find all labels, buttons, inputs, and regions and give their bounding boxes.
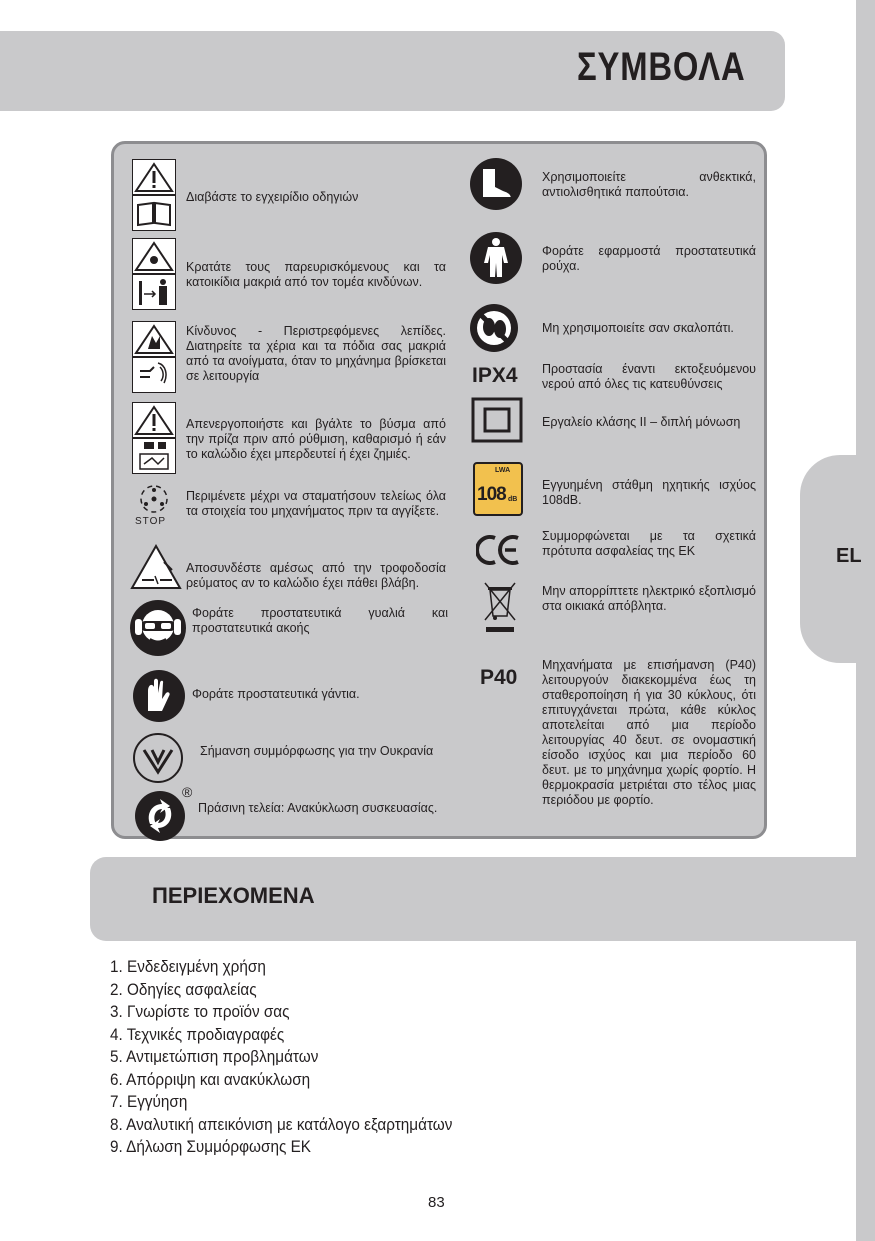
symbol-text-eye-ear: Φοράτε προστατευτικά γυαλιά και προστατευτικά ακοής: [192, 606, 448, 635]
list-item: 8. Αναλυτική απεικόνιση με κατάλογο εξαρτημάτων: [110, 1114, 453, 1134]
list-item: 3. Γνωρίστε το προϊόν σας: [110, 1002, 290, 1021]
language-tab-label: EL: [836, 545, 862, 567]
title-band: [0, 31, 785, 111]
symbol-text-weee: Μην απορρίπτετε ηλεκτρικό εξοπλισμό στα οικιακά απόβλητα.: [542, 584, 756, 613]
list-item: 2. Οδηγίες ασφαλείας: [110, 979, 257, 999]
class-ii-icon: [471, 397, 523, 448]
no-step-icon: [469, 303, 519, 358]
symbol-text-rotating-blades: Κίνδυνος - Περιστρεφόμενες λεπίδες. Διατηρείτε τα χέρια και τα πόδια σας μακριά από τα ανοίγματα, όταν το μηχάνημα βρίσκεται σε λειτουργία: [186, 324, 446, 383]
symbol-text-boots: Χρησιμοποιείτε ανθεκτικά, αντιολισθητικά παπούτσια.: [542, 170, 756, 199]
protective-clothing-icon: [469, 231, 523, 290]
symbol-text-unplug: Απενεργοποιήστε και βγάλτε το βύσμα από την πρίζα πριν από ρύθμιση, καθαρισμό ή εάν το καλώδιο έχει μπερδευτεί ή έχει ζημιές.: [186, 417, 446, 461]
ipx4-icon: IPX4: [472, 364, 518, 387]
list-item: 5. Αντιμετώπιση προβλημάτων: [110, 1047, 319, 1066]
rotating-blades-icon: [132, 321, 176, 398]
page-number: 83: [428, 1194, 445, 1211]
warning-book-icon: [132, 159, 176, 236]
symbol-text-clothing: Φοράτε εφαρμοστά προστατευτικά ρούχα.: [542, 244, 756, 273]
symbols-panel: [111, 141, 767, 839]
safety-boots-icon: [469, 157, 523, 216]
symbol-text-gloves: Φοράτε προστατευτικά γάντια.: [192, 687, 360, 701]
green-dot-icon: [132, 786, 188, 847]
symbol-text-green-dot: Πράσινη τελεία: Ανακύκλωση συσκευασίας.: [198, 801, 438, 815]
contents-band: [90, 857, 875, 941]
bystanders-icon: [132, 238, 176, 315]
unplug-icon: [132, 402, 176, 479]
symbol-text-read-manual: Διαβάστε το εγχειρίδιο οδηγιών: [186, 190, 359, 204]
symbol-text-class-ii: Εργαλείο κλάσης ΙΙ – διπλή μόνωση: [542, 415, 741, 429]
stop-wait-icon: [132, 482, 176, 529]
contents-title: ΠΕΡΙΕΧΟΜΕΝΑ: [152, 883, 315, 908]
contents-list: [110, 956, 490, 1159]
ce-mark-icon: [476, 533, 522, 572]
language-tab: [800, 455, 875, 663]
eye-ear-protection-icon: [129, 599, 187, 662]
list-item: 6. Απόρριψη και ανακύκλωση: [110, 1069, 311, 1089]
list-item: 9. Δήλωση Συμμόρφωσης ΕΚ: [110, 1137, 311, 1156]
symbol-text-damaged-cable: Αποσυνδέστε αμέσως από την τροφοδοσία ρεύματος αν το καλώδιο έχει πάθει βλάβη.: [186, 561, 446, 590]
symbol-text-noise: Εγγυημένη στάθμη ηχητικής ισχύος 108dB.: [542, 478, 756, 507]
stop-label: STOP: [135, 516, 167, 527]
symbol-text-ce: Συμμορφώνεται με τα σχετικά πρότυπα ασφαλείας της ΕΚ: [542, 529, 756, 558]
symbol-text-ukraine: Σήμανση συμμόρφωσης για την Ουκρανία: [200, 744, 434, 758]
damaged-cable-icon: [130, 544, 182, 595]
list-item: 4. Τεχνικές προδιαγραφές: [110, 1024, 285, 1044]
symbol-text-no-step: Μη χρησιμοποιείτε σαν σκαλοπάτι.: [542, 321, 734, 335]
noise-level-icon: [473, 462, 523, 516]
lwa-label: LWA: [495, 467, 511, 474]
symbol-text-p40: Μηχανήματα με επισήμανση (P40) λειτουργούν διακεκομμένα έως τη σταθεροποίηση ή για 30 κύκλους, ότι επιτυγχάνεται πρώτα, κάθε κύκλος αποτελείται από μια περίοδο λειτουργίας 40 δευτ. σε ονομαστική είσοδο ισχύος και μια περίοδο 60 δευτ. με το μηχάνημα χωρίς φορτίο. Η θερμοκρασία μετριέται στο τέλος μιας περιόδου με φορτίο.: [542, 658, 756, 807]
noise-value: 108: [477, 484, 506, 505]
registered-mark: ®: [182, 784, 193, 800]
symbol-text-bystanders: Κρατάτε τους παρευρισκόμενους και τα κατοικίδια μακριά από τον τομέα κινδύνων.: [186, 260, 446, 289]
noise-unit: dB: [508, 496, 518, 503]
symbol-text-ipx4: Προστασία έναντι εκτοξευόμενου νερού από όλες τις κατευθύνσεις: [542, 362, 756, 391]
p40-icon: P40: [480, 666, 518, 689]
page-title: ΣΥΜΒΟΛΑ: [576, 45, 745, 89]
symbol-text-stop: Περιμένετε μέχρι να σταματήσουν τελείως όλα τα στοιχεία του μηχανήματος πριν τα αγγίξετε.: [186, 489, 446, 518]
list-item: 7. Εγγύηση: [110, 1092, 188, 1111]
list-item: 1. Ενδεδειγμένη χρήση: [110, 957, 266, 976]
ukraine-conformity-icon: [132, 732, 184, 789]
weee-bin-icon: [482, 580, 518, 639]
gloves-icon: [132, 669, 186, 728]
